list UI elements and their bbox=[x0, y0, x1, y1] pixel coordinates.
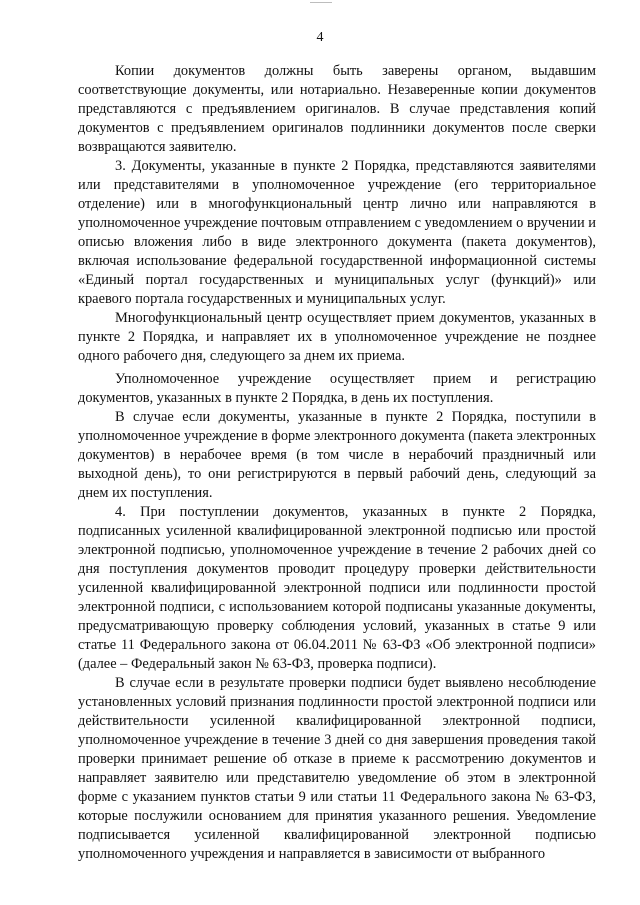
paragraph-item-4: 4. При поступлении документов, указанных в пункте 2 Порядка, подписанных усиленной квалифицированной электронной подписью или простой электронной подписью, уполномоченное учреждение в течение 2 рабочих дней со дня поступления документов проводит процедуру проверки действительности усиленной квалифицированной электронной подписи или подлинности простой электронной подписи, с использованием которой подписаны указанные документы, предусматривающую проверку соблюдения условий, указанных в статье 9 или статье 11 Федерального закона от 06.04.2011 № 63-ФЗ «Об электронной подписи» (далее – Федеральный закон № 63-ФЗ, проверка подписи). bbox=[78, 504, 596, 672]
scan-mark bbox=[310, 2, 332, 3]
paragraph-non-working-time: В случае если документы, указанные в пункте 2 Порядка, поступили в уполномоченное учреждение в форме электронного документа (пакета электронных документов) в нерабочее время (в том числе в нерабочий праздничный или выходной день), то они регистрируются в первый рабочий день, следующий за днем их поступления. bbox=[78, 409, 596, 501]
paragraph-signature-check: В случае если в результате проверки подписи будет выявлено несоблюдение установленных условий признания подлинности простой электронной подписи или действительности усиленной квалифицированной электронной подписи, уполномоченное учреждение в течение 3 дней со дня завершения проведения такой проверки принимает решение об отказе в приеме к рассмотрению документов и направляет заявителю или представителю уведомление об этом в электронной форме с указанием пунктов статьи 9 или статьи 11 Федерального закона № 63-ФЗ, которые послужили основанием для принятия указанного решения. Уведомление подписывается усиленной квалифицированной электронной подписью уполномоченного учреждения и направляется в зависимости от выбранного bbox=[78, 675, 596, 862]
paragraph-document-copies: Копии документов должны быть заверены органом, выдавшим соответствующие документы, или нотариально. Незаверенные копии документов представляются с предъявлением оригиналов. В случае представления копий документов с предъявлением оригиналов подлинники документов после сверки возвращаются заявителю. bbox=[78, 63, 596, 155]
document-body bbox=[78, 62, 596, 864]
page-number: 4 bbox=[316, 30, 324, 45]
paragraph-registration: Уполномоченное учреждение осуществляет прием и регистрацию документов, указанных в пункте 2 Порядка, в день их поступления. bbox=[78, 371, 596, 406]
paragraph-mfc: Многофункциональный центр осуществляет прием документов, указанных в пункте 2 Порядка, и направляет их в уполномоченное учреждение не позднее одного рабочего дня, следующего за днем их приема. bbox=[78, 310, 596, 364]
paragraph-item-3: 3. Документы, указанные в пункте 2 Порядка, представляются заявителями или представителями в уполномоченное учреждение (его территориальное отделение) или в многофункциональный центр лично или направляются в уполномоченное учреждение почтовым отправлением с уведомлением о вручении и описью вложения либо в виде электронного документа (пакета документов), включая использование федеральной государственной информационной системы «Единый портал государственных и муниципальных услуг (функций)» или краевого портала государственных и муниципальных услуг. bbox=[78, 158, 596, 307]
